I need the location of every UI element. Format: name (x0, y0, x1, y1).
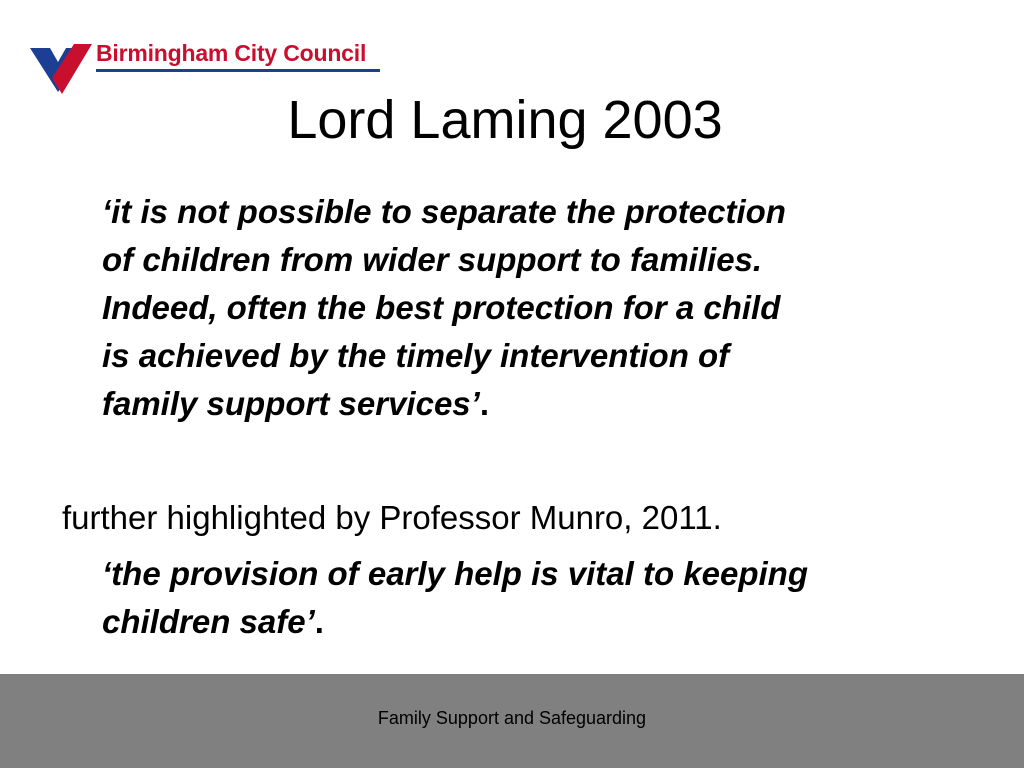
quote-line-text: children safe’ (102, 603, 315, 640)
logo-text: Birmingham City Council (96, 40, 367, 66)
logo-underline (96, 69, 380, 72)
quote-line-last (102, 598, 972, 646)
quote-line: ‘it is not possible to separate the protection (102, 193, 786, 230)
footer-text: Family Support and Safeguarding (377, 708, 647, 728)
quote-line-text: family support services’ (102, 385, 480, 422)
slide-title: Lord Laming 2003 (287, 90, 723, 150)
quote-end-period: . (314, 603, 324, 640)
munro-attribution: further highlighted by Professor Munro, 2011. (62, 499, 722, 536)
quote-line-last (102, 380, 972, 428)
quote-line: ‘the provision of early help is vital to keeping (102, 555, 808, 592)
laming-quote (102, 188, 972, 428)
quote-end-period: . (479, 385, 489, 422)
quote-line: Indeed, often the best protection for a child (102, 289, 781, 326)
quote-line: of children from wider support to families. (102, 241, 763, 278)
munro-quote (102, 550, 972, 646)
footer-bar (0, 674, 1024, 768)
quote-line: is achieved by the timely intervention of (102, 337, 730, 374)
